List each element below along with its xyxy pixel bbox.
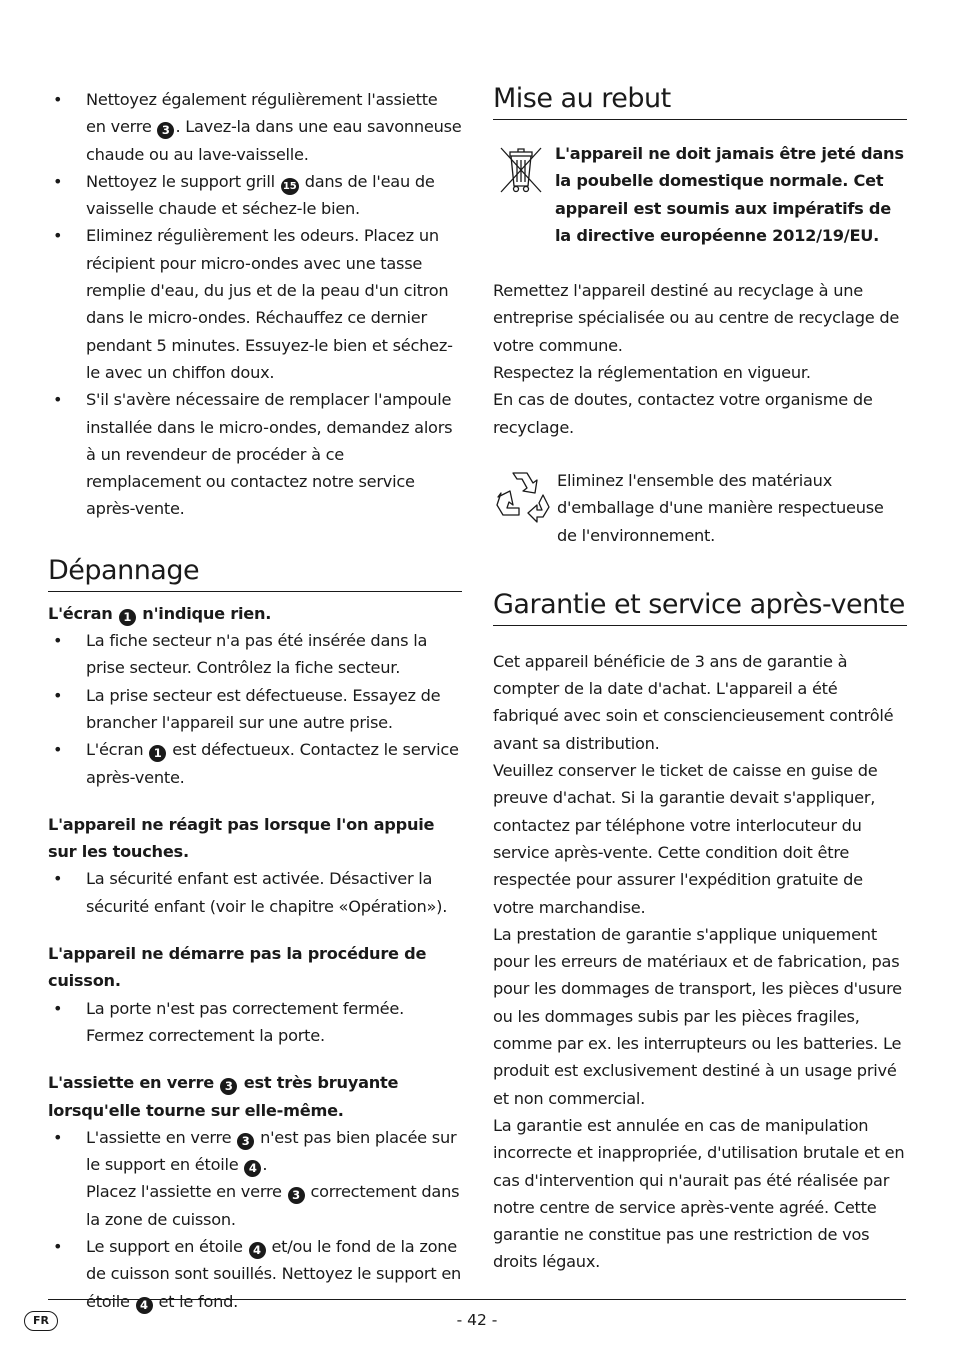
warranty-paragraph: La prestation de garantie s'applique uniquement pour les erreurs de matériaux et de fabrication, pas pour les dommages de transport, les pièces d'usure ou les dommages subis par les pièces fragiles, comme par ex. les interrupteurs ou les batteries. Le produit est exclusivement destiné à un usage privé et non commercial.: [493, 924, 902, 1108]
list-item: • La porte n'est pas correctement fermée. Fermez correctement la porte.: [48, 995, 462, 1050]
cleaning-list: [48, 86, 462, 523]
list-item: • Nettoyez le support grill 15 dans de l'eau de vaisselle chaude et séchez-le bien.: [48, 168, 462, 223]
weee-text: L'appareil ne doit jamais être jeté dans la poubelle domestique normale. Cet appareil est soumis aux impératifs de la directive européenne 2012/19/EU.: [555, 144, 904, 245]
problem-heading: L'appareil ne démarre pas la procédure de cuisson.: [48, 944, 427, 991]
list-item: • La prise secteur est défectueuse. Essayez de brancher l'appareil sur une autre prise.: [48, 682, 462, 737]
warranty-paragraph: Cet appareil bénéficie de 3 ans de garantie à compter de la date d'achat. L'appareil a été fabriqué avec soin et consciencieusement contrôlé avant sa distribution.: [493, 651, 894, 753]
crossed-bin-icon: [493, 140, 555, 202]
section-heading-depannage: Dépannage: [48, 553, 462, 592]
left-column: [48, 86, 462, 1315]
problem-heading: L'écran 1 n'indique rien.: [48, 603, 272, 624]
list-item: • La sécurité enfant est activée. Désactiver la sécurité enfant (voir le chapitre «Opération»).: [48, 865, 462, 920]
part-number-badge: 4: [244, 1160, 261, 1177]
list-item: • La fiche secteur n'a pas été insérée dans la prise secteur. Contrôlez la fiche secteur.: [48, 627, 462, 682]
problem-list: [48, 1124, 462, 1315]
disposal-paragraph: En cas de doutes, contactez votre organisme de recyclage.: [493, 390, 873, 437]
warranty-paragraph: La garantie est annulée en cas de manipulation incorrecte et inappropriée, d'utilisation brutale et en cas d'intervention qui n'aurait pas été réalisée par notre centre de service après-vente agréé. Cette garantie ne constitue pas une restriction de vos droits légaux.: [493, 1115, 905, 1272]
part-number-badge: 15: [281, 178, 299, 195]
right-column: [493, 83, 907, 1276]
part-number-badge: 4: [136, 1297, 153, 1314]
list-item: • L'écran 1 est défectueux. Contactez le service après-vente.: [48, 736, 462, 791]
part-number-badge: 3: [237, 1133, 254, 1150]
list-item: • S'il s'avère nécessaire de remplacer l'ampoule installée dans le micro-ondes, demandez alors à un revendeur de procéder à ce remplacement ou contactez notre service après-vente.: [48, 386, 462, 522]
part-number-badge: 1: [119, 609, 136, 626]
list-item: • Le support en étoile 4 et/ou le fond de la zone de cuisson sont souillés. Nettoyez le support en étoile 4 et le fond.: [48, 1233, 462, 1315]
section-heading-disposal: Mise au rebut: [493, 81, 907, 120]
page-number: - 42 -: [456, 1311, 498, 1329]
disposal-paragraph: Respectez la réglementation en vigueur.: [493, 363, 811, 383]
list-item: • L'assiette en verre 3 n'est pas bien placée sur le support en étoile 4 . Placez l'assiette en verre 3 correctement dans la zone de cuisson.: [48, 1124, 462, 1233]
problem-heading: L'assiette en verre 3 est très bruyante lorsqu'elle tourne sur elle-même.: [48, 1073, 399, 1120]
part-number-badge: 1: [149, 745, 166, 762]
weee-notice: [493, 140, 907, 249]
disposal-paragraph: Remettez l'appareil destiné au recyclage à une entreprise spécialisée ou au centre de recyclage de votre commune.: [493, 281, 900, 355]
list-item: • Eliminez régulièrement les odeurs. Placez un récipient pour micro-ondes avec une tasse remplie d'eau, du jus et de la peau d'un citron dans le micro-ondes. Réchauffez ce dernier pendant 5 minutes. Essuyez-le bien et séchez-le avec un chiffon doux.: [48, 222, 462, 386]
part-number-badge: 3: [220, 1078, 237, 1095]
section-heading-warranty: Garantie et service après-vente: [493, 587, 907, 626]
part-number-badge: 3: [288, 1187, 305, 1204]
list-item: • Nettoyez également régulièrement l'assiette en verre 3 . Lavez-la dans une eau savonneuse chaude ou au lave-vaisselle.: [48, 86, 462, 168]
language-badge: FR: [24, 1311, 58, 1331]
part-number-badge: 4: [249, 1242, 266, 1259]
problem-heading: L'appareil ne réagit pas lorsque l'on appuie sur les touches.: [48, 814, 435, 862]
problem-list: [48, 865, 462, 920]
problem-list: [48, 995, 462, 1050]
warranty-paragraph: Veuillez conserver le ticket de caisse en guise de preuve d'achat. Si la garantie devait s'appliquer, contactez par téléphone votre interlocuteur du service après-vente. Cette condition doit être respectée pour assurer l'expédition gratuite de votre marchandise.: [493, 761, 878, 917]
recycling-notice: [493, 467, 907, 549]
part-number-badge: 3: [157, 122, 174, 139]
recycling-icon: [493, 467, 557, 529]
problem-list: [48, 627, 462, 791]
recycling-text: Eliminez l'ensemble des matériaux d'emballage d'une manière respectueuse de l'environnement.: [557, 470, 884, 545]
footer-divider: [48, 1299, 906, 1300]
